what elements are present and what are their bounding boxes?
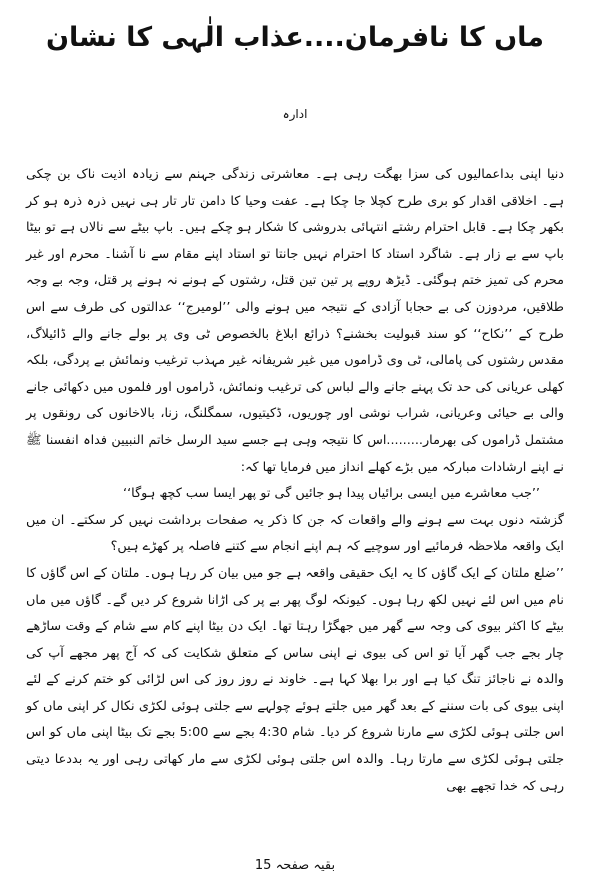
- continued-on-page[interactable]: بقیہ صفحہ 15: [254, 858, 336, 873]
- paragraph-intro: دنیا اپنی بداعمالیوں کی سزا بھگت رہی ہے۔ معاشرتی زندگی جہنم سے زیادہ اذیت ناک بن چکی ہے۔ اخلاقی اقدار کو بری طرح کچلا جا چکا ہے۔ عفت وحیا کا دامن تار تار ہی نہیں ذرہ ذرہ ہو کر بکھر چکا ہے۔ قابل احترام رشتے انتہائی بدروشی کا شکار ہو چکے ہیں۔ باپ بیٹے سے نالاں ہے تو بیٹا باپ سے بے زار ہے۔ شاگرد استاد کا احترام نہیں جانتا تو استاد اپنے مقام سے نا آشنا۔ محرم اور غیر محرم کی تمیز ختم ہوگئی۔ ڈیڑھ روپے پر تین تین قتل، رشتوں کے ہونے نہ ہونے پر قتل، وجہ بے وجہ طلاقیں، مردوزن کی بے حجابا آزادی کے نتیجہ میں ہونے والی ’’لومیرج‘‘ عدالتوں کی طرف سے اس طرح کے ’’نکاح‘‘ کو سند قبولیت بخشنے؟ ذرائع ابلاغ بالخصوص ٹی وی پر بولے جانے والے ڈائیلاگ، مقدس رشتوں کی پامالی، ٹی وی ڈراموں میں غیر شریفانہ غیر مہذب ترغیب ونمائش بے پردگی، بلکہ کھلی عریانی کی حد تک پہنے جانے والے لباس کی ترغیب ونمائش، ڈراموں اور فلموں میں دکھائی جانے والی بے حیائی وعریانی، شراب نوشی اور چوریوں، ڈکیتیوں، سمگلنگ، زنا، بالاخانوں کی رونقوں پر مشتمل ڈراموں کی بھرمار.........اس کا نتیجہ وہی ہے جسے سید الرسل خاتم النبیین فداہ انفسنا ﷺ نے اپنے ارشادات مبارکہ میں بڑے کھلے انداز میں فرمایا تھا کہ:: [26, 167, 564, 475]
- article-author: ادارہ: [282, 107, 308, 121]
- article-title: ماں کا نافرمان....عذاب الٰہی کا نشان: [45, 22, 544, 53]
- paragraph-incident-intro: گزشتہ دنوں بہت سے ہونے والے واقعات کہ جن کا ذکر یہ صفحات برداشت نہیں کر سکتے۔ ان میں ایک واقعہ ملاحظہ فرمائیے اور سوچیے کہ ہم اپنے انجام سے کتنے فاصلہ پر کھڑے ہیں؟: [26, 512, 564, 555]
- hadith-quote: ’’جب معاشرے میں ایسی برائیاں پیدا ہو جائیں گی تو پھر ایسا سب کچھ ہوگا‘‘: [123, 486, 540, 502]
- paragraph-incident: ’’ضلع ملتان کے ایک گاؤں کا یہ ایک حقیقی واقعہ ہے جو میں بیان کر رہا ہوں۔ ملتان کے اس گاؤں کا نام میں اس لئے نہیں لکھ رہا ہوں۔ کیونکہ لوگ پھر بے پر کی اڑانا شروع کر دیں گے۔ گاؤں میں ماں بیٹے کا اکثر بیوی کی وجہ سے گھر میں جھگڑا رہتا تھا۔ ایک دن بیٹا اپنے کام سے شام کے وقت ساڑھے چار بجے جب گھر آیا تو اس کی بیوی نے اپنی ساس کے متعلق شکایت کی کہ آج پھر مجھے آپ کی والدہ نے ناجائز تنگ کیا ہے اور برا بھلا کہا ہے۔ خاوند نے روز روز کی اس لڑائی کو ختم کرنے کے لئے اپنی بیوی کی بات سننے کے بعد گھر میں جلتے ہوئے چولہے سے جلتی ہوئی لکڑی نکال کر اپنی ماں کو اس جلتی ہوئی لکڑی سے مارنا شروع کر دیا۔ شام 4:30 بجے سے 5:00 بجے تک بیٹا اپنی ماں کو اس جلتی ہوئی لکڑی سے مارتا رہا۔ والدہ اس جلتی ہوئی لکڑی سے مار کھاتی رہی اور یہ بددعا دیتی رہی کہ خدا تجھے بھی: [26, 565, 565, 794]
- article-body: [26, 162, 564, 800]
